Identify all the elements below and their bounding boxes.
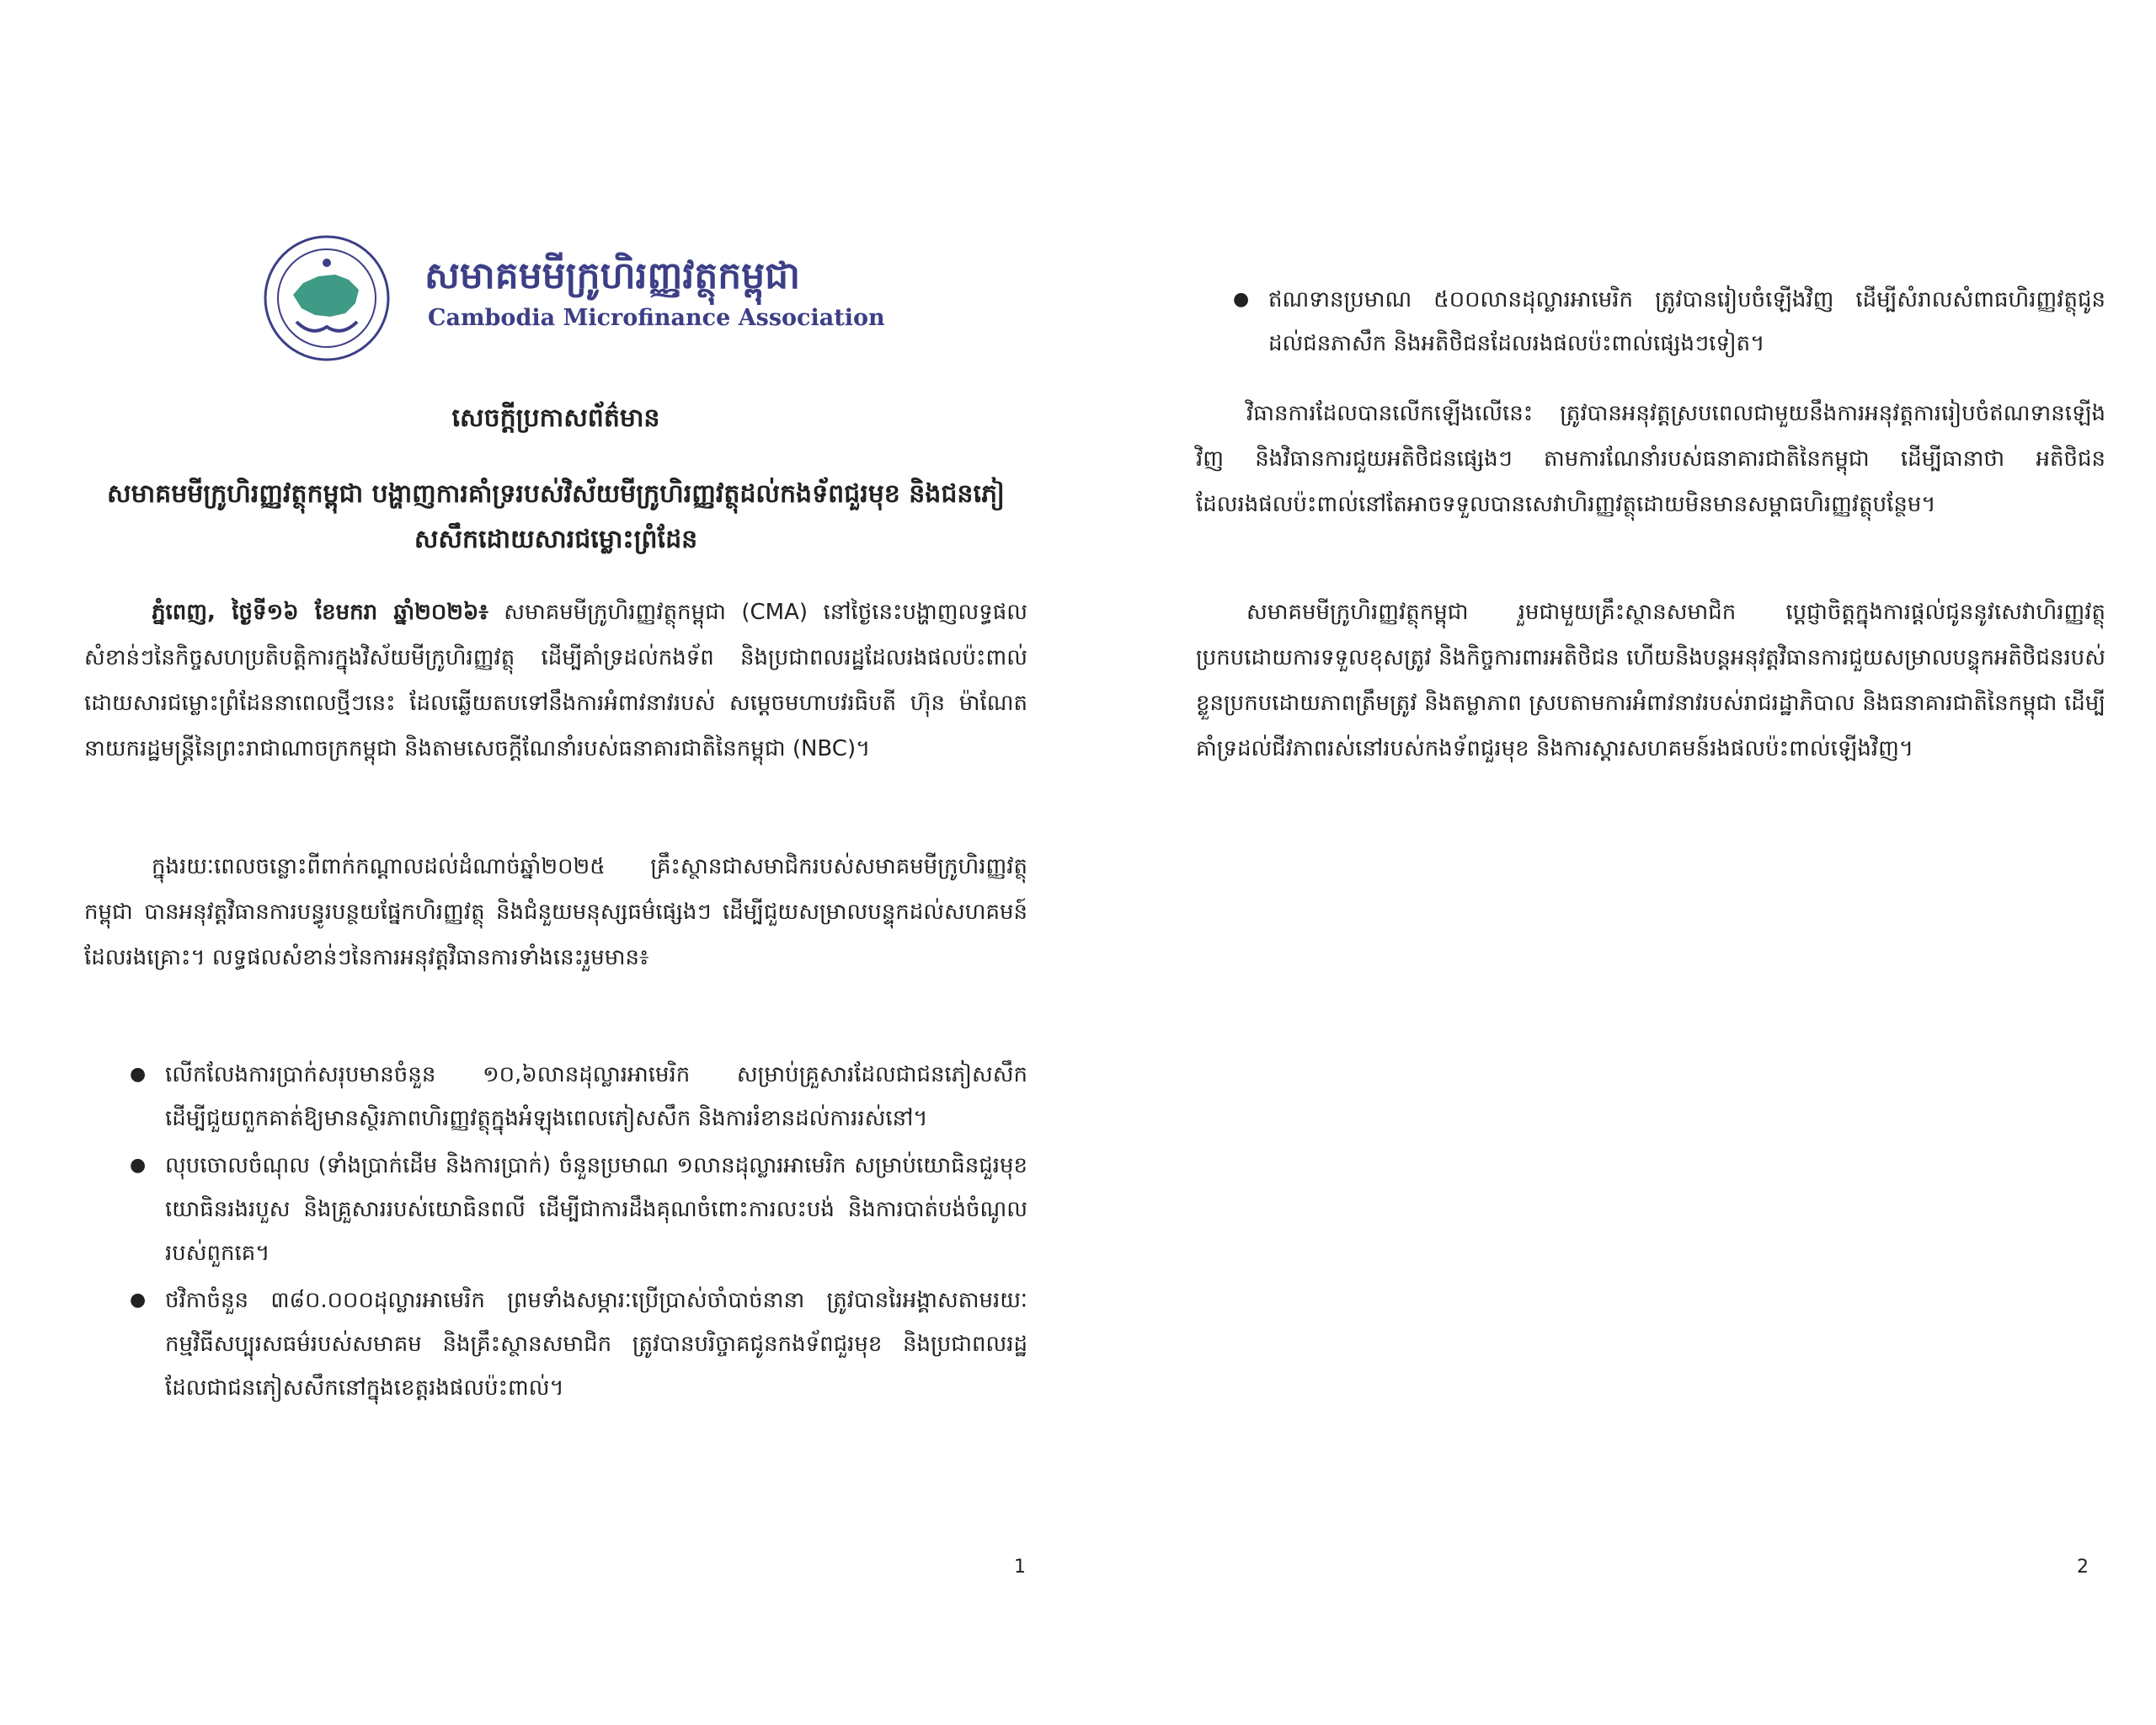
cma-seal-icon: [263, 234, 391, 362]
intro-paragraph-body: សមាគមមីក្រូហិរញ្ញវត្ថុកម្ពុជា (CMA) នៅថ្ងៃនេះបង្ហាញលទ្ធផលសំខាន់ៗនៃកិច្ចសហប្រតិបត្តិការក្នុងវិស័យមីក្រូហិរញ្ញវត្ថុ ដើម្បីគាំទ្រដល់កងទ័ព និងប្រជាពលរដ្ឋដែលរងផលប៉ះពាល់ដោយសារជម្លោះព្រំដែននាពេលថ្មីៗនេះ ដែលឆ្លើយតបទៅនឹងការអំពាវនាវរបស់ សម្តេចមហាបវរធិបតី ហ៊ុន ម៉ាណែត នាយករដ្ឋមន្ត្រីនៃព្រះរាជាណាចក្រកម្ពុជា និងតាមសេចក្តីណែនាំរបស់ធនាគារជាតិនៃកម្ពុជា (NBC)។: [84, 600, 1027, 761]
bullet-icon: ●: [1233, 289, 1250, 310]
list-item-text: លុបចោលចំណុល (ទាំងប្រាក់ដើម និងការប្រាក់) ចំនួនប្រមាណ ១លានដុល្លារអាមេរិក សម្រាប់យោធិនជួរមុខ យោធិនរងរបួស និងគ្រួសាររបស់យោធិនពលី ដើម្បីជាការដឹងគុណចំពោះការលះបង់ និងការបាត់បង់ចំណូលរបស់ពួកគេ។: [165, 1153, 1027, 1266]
bullet-icon: ●: [130, 1155, 147, 1176]
document-type-heading: សេចក្តីប្រកាសព័ត៌មាន: [451, 403, 660, 433]
bullet-icon: ●: [130, 1290, 147, 1311]
page-number: 2: [2077, 1557, 2089, 1578]
results-list-continued: [1230, 278, 2105, 369]
results-paragraph: ក្នុងរយៈពេលចន្លោះពីពាក់កណ្តាលដល់ដំណាច់ឆ្នាំ២០២៥ គ្រឹះស្ថានជាសមាជិករបស់សមាគមមីក្រូហិរញ្ញវត្ថុកម្ពុជា បានអនុវត្តវិធានការបន្ធូរបន្ថយផ្នែកហិរញ្ញវត្ថុ និងជំនួយមនុស្សធម៌ផ្សេងៗ ដើម្បីជួយសម្រាលបន្ទុកដល់សហគមន៍ដែលរងគ្រោះ។ លទ្ធផលសំខាន់ៗនៃការអនុវត្តវិធានការទាំងនេះរួមមាន៖: [84, 854, 1027, 970]
page-2: [1078, 0, 2156, 1725]
bullet-icon: ●: [130, 1064, 147, 1085]
document-title: សមាគមមីក្រូហិរញ្ញវត្ថុកម្ពុជា បង្ហាញការគាំទ្ររបស់វិស័យមីក្រូហិរញ្ញវត្ថុដល់កងទ័ពជួរមុខ និងជនភៀសសឹកដោយសារជម្លោះព្រំដែន: [107, 479, 1005, 554]
list-item: [126, 1279, 1027, 1410]
list-item-text: ថវិកាចំនួន ៣៨០.០០០ដុល្លារអាមេរិក ព្រមទាំងសម្ភារៈប្រើប្រាស់ចាំបាច់នានា ត្រូវបានរៃអង្គាសតាមរយៈកម្មវិធីសប្បុរសធម៌របស់សមាគម និងគ្រឹះស្ថានសមាជិក ត្រូវបានបរិច្ចាគជូនកងទ័ពជួរមុខ និងប្រជាពលរដ្ឋដែលជាជនភៀសសឹកនៅក្នុងខេត្តរងផលប៉ះពាល់។: [165, 1288, 1027, 1401]
results-list: [126, 1053, 1027, 1413]
dateline: ភ្នំពេញ, ថ្ងៃទី១៦ ខែមករា ឆ្នាំ២០២៦៖: [152, 600, 488, 625]
commitment-paragraph: សមាគមមីក្រូហិរញ្ញវត្ថុកម្ពុជា រួមជាមួយគ្រឹះស្ថានសមាជិក ប្តេជ្ញាចិត្តក្នុងការផ្តល់ជូននូវសេវាហិរញ្ញវត្ថុប្រកបដោយការទទួលខុសត្រូវ និងកិច្ចការពារអតិថិជន ហើយនិងបន្តអនុវត្តវិធានការជួយសម្រាលបន្ទុកអតិថិជនរបស់ខ្លួនប្រកបដោយភាពត្រឹមត្រូវ និងតម្លាភាព ស្របតាមការអំពាវនាវរបស់រាជរដ្ឋាភិបាល និងធនាគារជាតិនៃកម្ពុជា ដើម្បីគាំទ្រដល់ជីវភាពរស់នៅរបស់កងទ័ពជួរមុខ និងការស្តារសហគមន៍រងផលប៉ះពាល់ឡើងវិញ។: [1196, 600, 2105, 761]
intro-paragraph: [84, 590, 1027, 772]
association-logo: [263, 234, 885, 369]
logo-english-name: Cambodia Microfinance Association: [428, 305, 885, 331]
page-number: 1: [1014, 1557, 1026, 1578]
list-item-text: ឥណទានប្រមាណ ៥០០លានដុល្លារអាមេរិក ត្រូវបានរៀបចំឡើងវិញ ដើម្បីសំរាលសំពាធហិរញ្ញវត្ថុជូនដល់ជនភាសឹក និងអតិថិជនដែលរងផលប៉ះពាល់ផ្សេងៗទៀត។: [1268, 287, 2105, 356]
list-item: [126, 1144, 1027, 1275]
logo-khmer-name: សមាគមមីក្រូហិរញ្ញវត្ថុកម្ពុជា: [424, 254, 801, 297]
list-item: [1230, 278, 2105, 366]
measures-paragraph: វិធានការដែលបានលើកឡើងលើនេះ ត្រូវបានអនុវត្តស្របពេលជាមួយនឹងការអនុវត្តការរៀបចំឥណទានឡើងវិញ និងវិធានការជួយអតិថិជនផ្សេងៗ តាមការណែនាំរបស់ធនាគារជាតិនៃកម្ពុជា ដើម្បីធានាថា អតិថិជនដែលរងផលប៉ះពាល់នៅតែអាចទទួលបានសេវាហិរញ្ញវត្ថុដោយមិនមានសម្ពាធហិរញ្ញវត្ថុបន្ថែម។: [1196, 401, 2105, 517]
list-item: [126, 1053, 1027, 1140]
list-item-text: លើកលែងការប្រាក់សរុបមានចំនួន ១០,៦លានដុល្លារអាមេរិក សម្រាប់គ្រួសារដែលជាជនភៀសសឹក ដើម្បីជួយពួកគាត់ឱ្យមានស្ថិរភាពហិរញ្ញវត្ថុក្នុងអំឡុងពេលភៀសសឹក និងការរំខានដល់ការរស់នៅ។: [165, 1062, 1027, 1131]
